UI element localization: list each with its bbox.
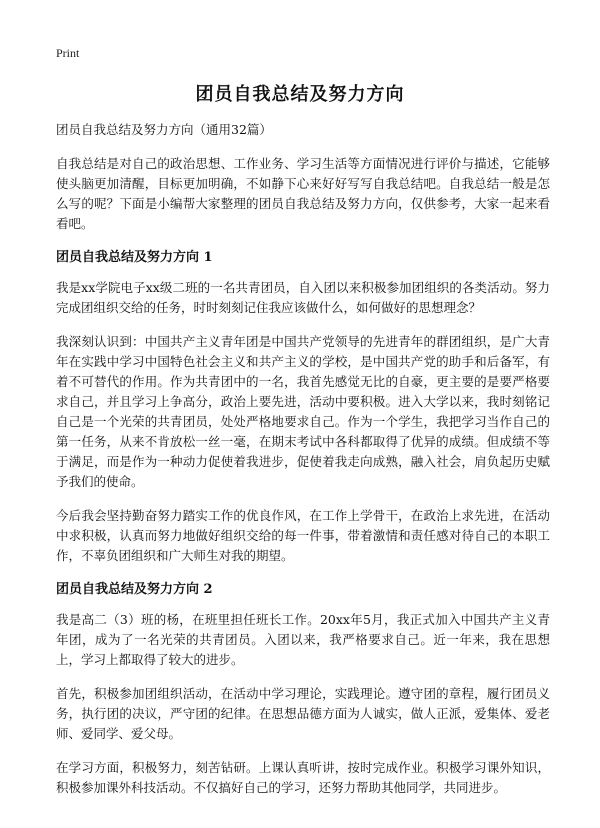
section-paragraph: 我是高二（3）班的杨，在班里担任班长工作。20xx年5月，我正式加入中国共产主义青年团，成为了一名光荣的共青团员。入团以来，我严格要求自己。近一年来，我在思想上，学习上都取得了较大的进步。 xyxy=(56,612,550,667)
intro-paragraph: 自我总结是对自己的政治思想、工作业务、学习生活等方面情况进行评价与描述，它能够使头脑更加清醒，目标更加明确，不如静下心来好好写写自我总结吧。自我总结一般是怎么写的呢？下面是小编帮大家整理的团员自我总结及努力方向，仅供参考，大家一起来看看吧。 xyxy=(56,156,550,231)
section-paragraph: 在学习方面，积极努力，刻苦钻研。上课认真听讲，按时完成作业。积极学习课外知识，积极参加课外科技活动。不仅搞好自己的学习，还努力帮助其他同学，共同进步。 xyxy=(56,760,550,795)
document-subtitle: 团员自我总结及努力方向（通用32篇） xyxy=(56,122,272,137)
document-title: 团员自我总结及努力方向 xyxy=(195,84,405,105)
document-body xyxy=(56,120,550,812)
section-heading: 团员自我总结及努力方向 1 xyxy=(56,250,213,265)
section-paragraph: 今后我会坚持勤奋努力踏实工作的优良作风，在工作上学骨干，在政治上求先进，在活动中求积极，认真而努力地做好组织交给的每一件事，带着激情和责任感对待自己的本职工作，不辜负团组织和广大师生对我的期望。 xyxy=(56,508,550,563)
section-paragraph: 我深刻认识到：中国共产主义青年团是中国共产党领导的先进青年的群团组织，是广大青年在实践中学习中国特色社会主义和共产主义的学校，是中国共产党的助手和后备军，有着不可替代的作用。作为共青团中的一名，我首先感觉无比的自豪，更主要的是要严格要求自己，并且学习上争高分，政治上要先进，活动中要积极。进入大学以来，我时刻铭记自己是一个光荣的共青团员，处处严格地要求自己。作为一个学生，我把学习当作自己的第一任务，从来不肯放松一丝一毫，在期末考试中各科都取得了优异的成绩。但成绩不等于满足，而是作为一种动力促使着我进步，促使着我走向成熟，融入社会，肩负起历史赋予我们的使命。 xyxy=(56,334,550,489)
section-paragraph: 首先，积极参加团组织活动，在活动中学习理论，实践理论。遵守团的章程，履行团员义务，执行团的决议，严守团的纪律。在思想品德方面为人诚实，做人正派，爱集体、爱老师、爱同学、爱父母。 xyxy=(56,686,550,741)
section-paragraph: 我是xx学院电子xx级二班的一名共青团员，自入团以来积极参加团组织的各类活动。努力完成团组织交给的任务，时时刻刻记住我应该做什么，如何做好的思想理念？ xyxy=(56,280,550,315)
section-heading: 团员自我总结及努力方向 2 xyxy=(56,582,213,597)
print-link[interactable]: Print xyxy=(56,46,80,60)
